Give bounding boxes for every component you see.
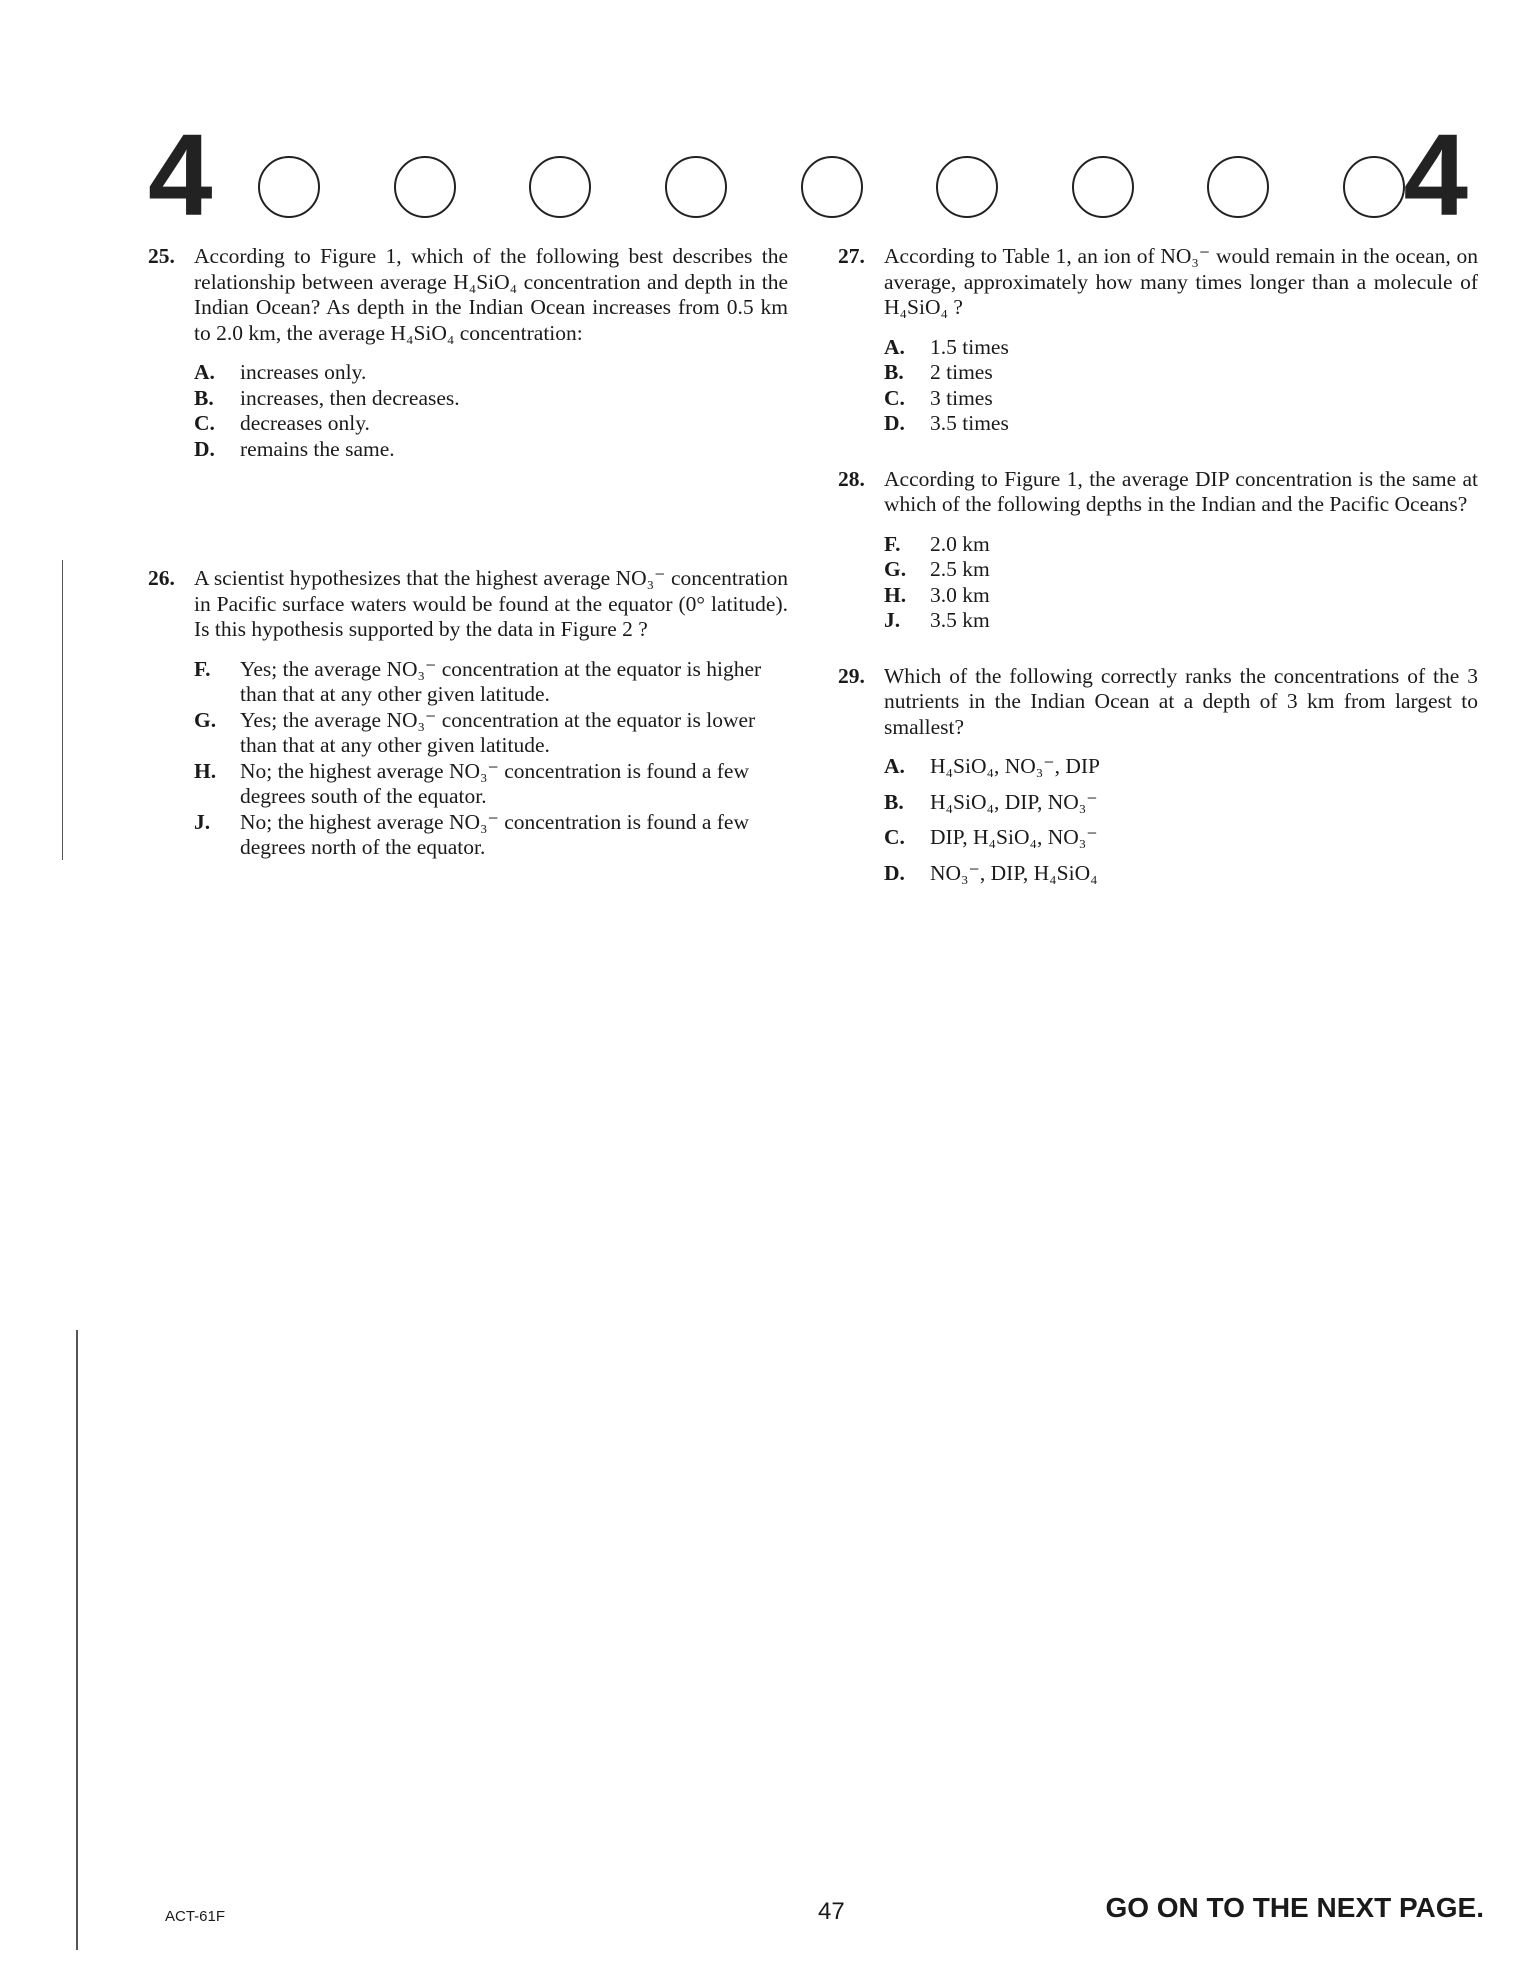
answer-option bbox=[194, 810, 788, 861]
answer-option bbox=[194, 708, 788, 759]
answer-option bbox=[194, 759, 788, 810]
option-text: decreases only. bbox=[240, 411, 370, 435]
option-text: H₄SiO₄, DIP, NO₃⁻ bbox=[930, 789, 1098, 814]
answer-option bbox=[194, 437, 788, 463]
header-bubble bbox=[394, 156, 456, 218]
option-letter: G. bbox=[884, 557, 907, 581]
answer-options bbox=[884, 754, 1478, 896]
option-text: 3 times bbox=[930, 385, 993, 410]
answer-option bbox=[884, 386, 1478, 412]
answer-option bbox=[884, 608, 1478, 634]
question-27 bbox=[838, 244, 1478, 437]
option-letter: A. bbox=[194, 360, 215, 384]
option-text: NO₃⁻, DIP, H₄SiO₄ bbox=[930, 860, 1098, 885]
option-text: DIP, H₄SiO₄, NO₃⁻ bbox=[930, 825, 1098, 849]
scan-edge-line bbox=[76, 1330, 78, 1950]
option-text: 3.5 times bbox=[930, 411, 1009, 435]
option-letter: A. bbox=[884, 754, 905, 778]
option-letter: H. bbox=[194, 758, 217, 783]
option-text: increases only. bbox=[240, 360, 367, 384]
answer-options bbox=[884, 335, 1478, 437]
question-number: 28. bbox=[838, 466, 865, 491]
header-bubble bbox=[258, 156, 320, 218]
question-number: 27. bbox=[838, 244, 865, 268]
question-stem: According to Table 1, an ion of NO₃⁻ would remain in the ocean, on average, approximately how many times longer than a molecule of H₄SiO₄ ? bbox=[884, 244, 1478, 319]
option-text: No; the highest average NO₃⁻ concentration is found a few degrees north of the equator. bbox=[240, 809, 749, 859]
answer-option bbox=[884, 825, 1478, 861]
option-text: 3.5 km bbox=[930, 608, 990, 632]
form-code: ACT-61F bbox=[165, 1908, 226, 1925]
option-text: 3.0 km bbox=[930, 582, 990, 607]
header-bubble bbox=[801, 156, 863, 218]
option-text: 1.5 times bbox=[930, 334, 1009, 359]
header-bubble bbox=[1207, 156, 1269, 218]
right-column bbox=[838, 244, 1478, 896]
header-bubble bbox=[1343, 156, 1405, 218]
scan-edge-line bbox=[62, 560, 63, 860]
option-text: Yes; the average NO₃⁻ concentration at the equator is higher than that at any other given latitude. bbox=[240, 656, 762, 706]
option-letter: J. bbox=[884, 608, 901, 632]
question-26 bbox=[148, 566, 788, 861]
option-text: increases, then decreases. bbox=[240, 385, 460, 410]
option-text: Yes; the average NO₃⁻ concentration at the equator is lower than that at any other given latitude. bbox=[240, 707, 756, 757]
next-page-notice: GO ON TO THE NEXT PAGE. bbox=[1105, 1892, 1484, 1923]
answer-option bbox=[884, 583, 1478, 609]
answer-options bbox=[194, 360, 788, 462]
question-number: 26. bbox=[148, 566, 175, 590]
section-header bbox=[148, 110, 1468, 240]
answer-option bbox=[194, 386, 788, 412]
question-number: 29. bbox=[838, 663, 865, 688]
answer-option bbox=[194, 411, 788, 437]
question-29 bbox=[838, 664, 1478, 897]
option-letter: B. bbox=[194, 385, 214, 410]
option-text: H₄SiO₄, NO₃⁻, DIP bbox=[930, 754, 1101, 778]
option-letter: C. bbox=[884, 825, 905, 849]
option-letter: G. bbox=[194, 707, 217, 732]
answer-option bbox=[884, 532, 1478, 558]
option-letter: F. bbox=[884, 531, 901, 556]
question-number: 25. bbox=[148, 244, 175, 268]
option-text: 2 times bbox=[930, 360, 993, 384]
header-bubble bbox=[936, 156, 998, 218]
option-letter: D. bbox=[884, 860, 905, 885]
option-letter: J. bbox=[194, 809, 211, 834]
option-letter: A. bbox=[884, 334, 905, 359]
section-number-left: 4 bbox=[148, 110, 213, 240]
answer-option bbox=[884, 790, 1478, 826]
option-letter: B. bbox=[884, 360, 904, 384]
question-28 bbox=[838, 467, 1478, 634]
option-letter: D. bbox=[884, 411, 905, 435]
option-letter: B. bbox=[884, 789, 904, 814]
option-text: 2.0 km bbox=[930, 531, 990, 556]
answer-option bbox=[884, 861, 1478, 897]
header-bubble bbox=[529, 156, 591, 218]
answer-option bbox=[884, 557, 1478, 583]
answer-option bbox=[884, 335, 1478, 361]
header-bubble bbox=[665, 156, 727, 218]
option-text: 2.5 km bbox=[930, 557, 990, 581]
question-stem: According to Figure 1, which of the following best describes the relationship between average H₄SiO₄ concentration and depth in the Indian Ocean? As depth in the Indian Ocean increases from 0.5 km to 2.0 km, the average H₄SiO₄ concentration: bbox=[194, 244, 788, 345]
question-stem: According to Figure 1, the average DIP concentration is the same at which of the following depths in the Indian and the Pacific Oceans? bbox=[884, 466, 1478, 516]
question-25 bbox=[148, 244, 788, 462]
answer-option bbox=[884, 754, 1478, 790]
answer-options bbox=[194, 657, 788, 861]
answer-option bbox=[884, 411, 1478, 437]
answer-options bbox=[884, 532, 1478, 634]
left-column bbox=[148, 244, 788, 861]
option-letter: H. bbox=[884, 582, 907, 607]
option-text: remains the same. bbox=[240, 436, 395, 461]
option-letter: C. bbox=[884, 385, 905, 410]
page-number: 47 bbox=[818, 1898, 845, 1925]
answer-option bbox=[884, 360, 1478, 386]
answer-option bbox=[194, 657, 788, 708]
question-stem: Which of the following correctly ranks the concentrations of the 3 nutrients in the Indian Ocean at a depth of 3 km from largest to smallest? bbox=[884, 663, 1478, 739]
answer-option bbox=[194, 360, 788, 386]
header-bubble bbox=[1072, 156, 1134, 218]
question-stem: A scientist hypothesizes that the highest average NO₃⁻ concentration in Pacific surface waters would be found at the equator (0° latitude). Is this hypothesis supported by the data in Figure 2 ? bbox=[194, 566, 788, 641]
option-text: No; the highest average NO₃⁻ concentration is found a few degrees south of the equator. bbox=[240, 758, 749, 808]
option-letter: C. bbox=[194, 411, 215, 435]
section-number-right: 4 bbox=[1403, 110, 1468, 240]
option-letter: D. bbox=[194, 436, 215, 461]
option-letter: F. bbox=[194, 656, 211, 681]
